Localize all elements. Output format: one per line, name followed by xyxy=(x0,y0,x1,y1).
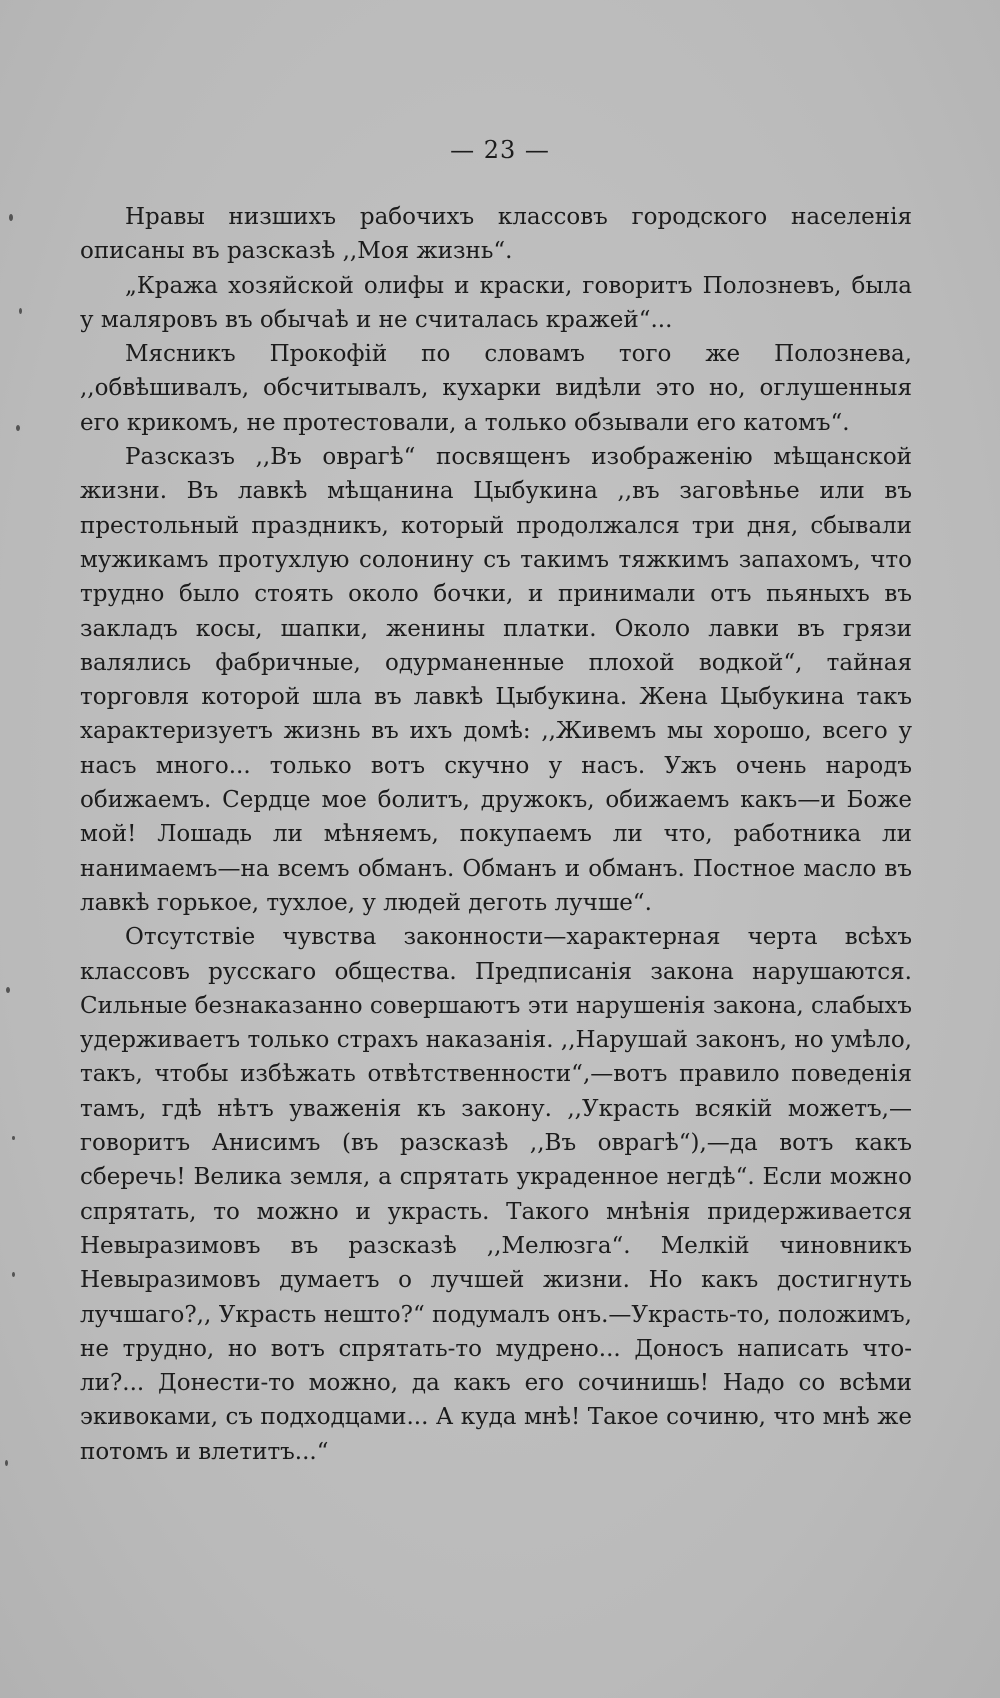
paragraph-4: Разсказъ ,,Въ оврагѣ“ посвященъ изображенію мѣщанской жизни. Въ лавкѣ мѣщанина Цыбукина ,,въ заговѣнье или въ престольный праздникъ, который продолжался три дня, сбывали мужикамъ протухлую солонину съ такимъ тяжкимъ запахомъ, что трудно было стоять около бочки, и принимали отъ пьяныхъ въ закладъ косы, шапки, женины платки. Около лавки въ грязи валялись фабричные, одурманенные плохой водкой“, тайная торговля которой шла въ лавкѣ Цыбукина. Жена Цыбукина такъ характеризуетъ жизнь въ ихъ домѣ: ,,Живемъ мы хорошо, всего у насъ много... только вотъ скучно у насъ. Ужъ очень народъ обижаемъ. Сердце мое болитъ, дружокъ, обижаемъ какъ—и Боже мой! Лошадь ли мѣняемъ, покупаемъ ли что, работника ли нанимаемъ—на всемъ обманъ. Обманъ и обманъ. Постное масло въ лавкѣ горькое, тухлое, у людей деготь лучше“. xyxy=(80,444,912,916)
body-text xyxy=(80,200,912,1469)
paragraph-2: „Кража хозяйской олифы и краски, говоритъ Полозневъ, была у маляровъ въ обычаѣ и не считалась кражей“... xyxy=(80,272,912,333)
paragraph-3: Мясникъ Прокофій по словамъ того же Полознева, ,,обвѣшивалъ, обсчитывалъ, кухарки видѣли это но, оглушенныя его крикомъ, не протестовали, а только обзывали его катомъ“. xyxy=(80,341,912,436)
paragraph-1: Нравы низшихъ рабочихъ классовъ городского населенія описаны въ разсказѣ ,,Моя жизнь“. xyxy=(80,204,912,265)
margin-speck xyxy=(12,1272,15,1277)
margin-speck xyxy=(6,987,10,993)
margin-speck xyxy=(5,1460,8,1466)
margin-speck xyxy=(19,308,22,314)
paragraph-5: Отсутствіе чувства законности—характерная черта всѣхъ классовъ русскаго общества. Предписанія закона нарушаются. Сильные безнаказанно совершаютъ эти нарушенія закона, слабыхъ удерживаетъ только страхъ наказанія. ,,Нарушай законъ, но умѣло, такъ, чтобы избѣжать отвѣтственности“,—вотъ правило поведенія тамъ, гдѣ нѣтъ уваженія къ закону. ,,Украсть всякій можетъ,—говоритъ Анисимъ (въ разсказѣ ,,Въ оврагѣ“),—да вотъ какъ сберечь! Велика земля, а спрятать украденное негдѣ“. Если можно спрятать, то можно и украсть. Такого мнѣнія придерживается Невыразимовъ въ разсказѣ ,,Мелюзга“. Мелкій чиновникъ Невыразимовъ думаетъ о лучшей жизни. Но какъ достигнуть лучшаго?,, Украсть нешто?“ подумалъ онъ.—Украсть-то, положимъ, не трудно, но вотъ спрятать-то мудрено... Доносъ написать что-ли?... Донести-то можно, да какъ его сочинишь! Надо со всѣми экивоками, съ подходцами... А куда мнѣ! Такое сочиню, что мнѣ же потомъ и влетитъ...“ xyxy=(80,924,912,1465)
page-number: — 23 — xyxy=(450,136,550,164)
margin-speck xyxy=(12,1136,15,1140)
margin-speck xyxy=(16,425,20,431)
margin-speck xyxy=(9,214,13,221)
